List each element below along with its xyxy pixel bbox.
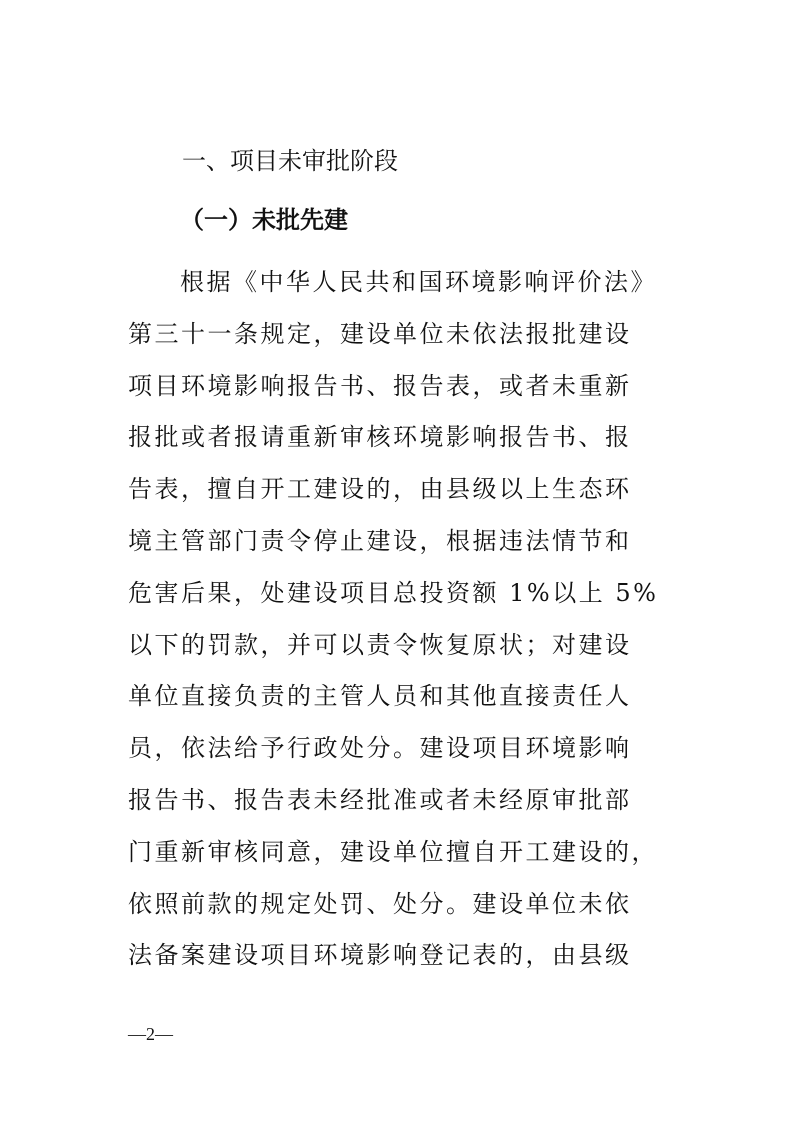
body-paragraph [128,260,668,985]
body-line: 依照前款的规定处罚、处分。建设单位未依 [128,889,632,918]
section-heading: 一、项目未审批阶段 [182,147,398,175]
body-line: 报告书、报告表未经批准或者未经原审批部 [128,785,632,814]
body-line: 危害后果，处建设项目总投资额 1%以上 5% [128,578,659,607]
body-line: 门重新审核同意，建设单位擅自开工建设的， [128,837,658,866]
body-line: 项目环境影响报告书、报告表，或者未重新 [128,371,632,400]
body-line: 法备案建设项目环境影响登记表的，由县级 [128,941,632,970]
body-line: 境主管部门责令停止建设，根据违法情节和 [128,526,632,555]
page-number: —2— [128,1024,173,1044]
body-line: 告表，擅自开工建设的，由县级以上生态环 [128,475,632,504]
subsection-heading: （一）未批先建 [180,206,348,234]
body-line: 以下的罚款，并可以责令恢复原状；对建设 [128,630,632,659]
body-line: 单位直接负责的主管人员和其他直接责任人 [128,682,632,711]
body-line: 第三十一条规定，建设单位未依法报批建设 [128,319,632,348]
body-line: 员，依法给予行政处分。建设项目环境影响 [128,734,632,763]
body-line: 根据《中华人民共和国环境影响评价法》 [180,268,657,296]
body-line: 报批或者报请重新审核环境影响报告书、报 [128,423,632,452]
